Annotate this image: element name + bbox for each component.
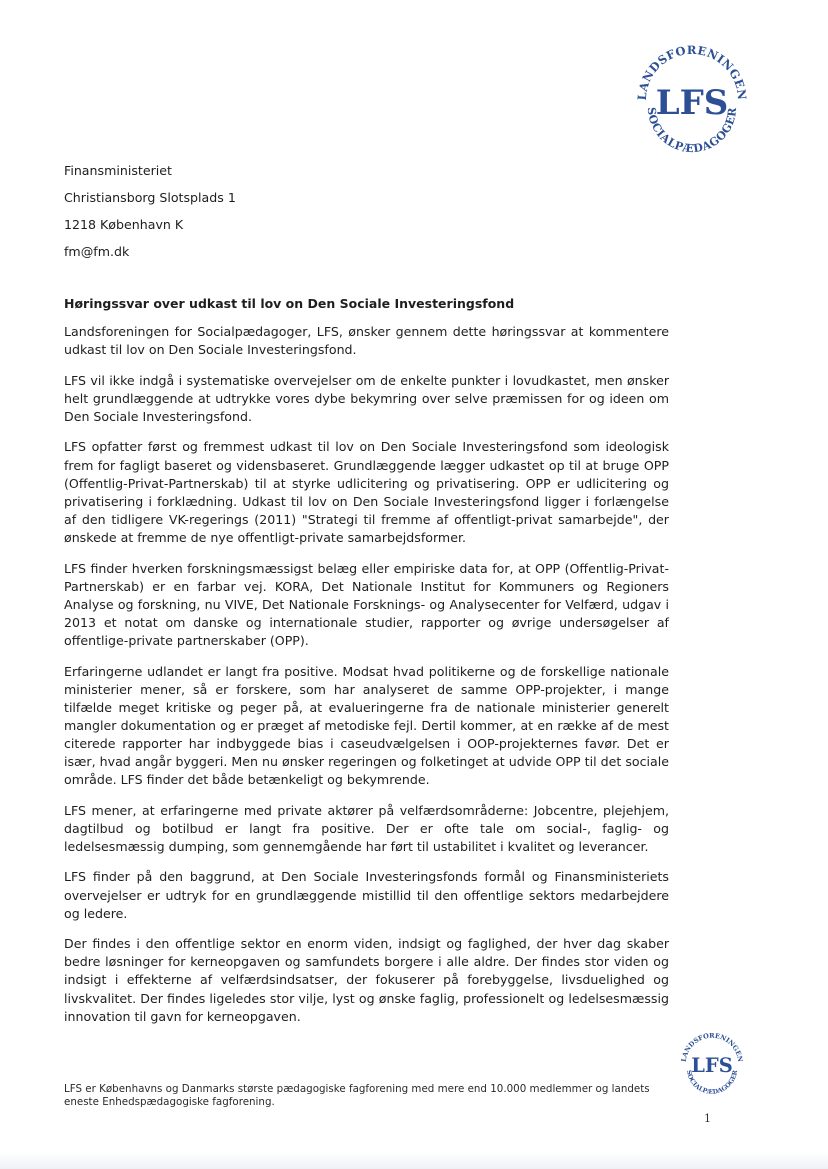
scan-edge (0, 1152, 828, 1169)
recipient-street: Christiansborg Slotsplads 1 (64, 190, 236, 205)
paragraph: LFS opfatter først og fremmest udkast til lov on Den Sociale Investeringsfond som ideologisk frem for fagligt baseret og vidensbaseret. Grundlæggende lægger udkastet op til at bruge OPP (Offentlig-Privat-Partnerskab) til at styrke udlicitering og privatisering. OPP er udlicitering og privatisering i forklædning. Udkast til lov on Den Sociale Investeringsfond ligger i forlængelse af den tidligere VK-regerings (2011) "Strategi til fremme af offentligt-privat samarbejde", der ønskede at fremme de nye offentligt-private samarbejdsformer. (64, 439, 669, 545)
paragraph: LFS vil ikke indgå i systematiske overvejelser om de enkelte punkter i lovudkastet, men ønsker helt grundlæggende at udtrykke vores dybe bekymring over selve præmissen for og ideen om Den Sociale Investeringsfond. (64, 372, 669, 424)
lfs-logo (622, 30, 762, 170)
logo-arc-top: LANDSFORENINGEN (679, 1031, 745, 1063)
recipient-email: fm@fm.dk (64, 244, 130, 259)
page-number: 1 (704, 1112, 711, 1125)
logo-arc-bottom: SOCIALPÆDAGOGER (644, 106, 740, 156)
paragraph: Der findes i den offentlige sektor en enorm viden, indsigt og faglighed, der hver dag skaber bedre løsninger for kerneopgaven og samfundets borgere i alle aldre. Der findes stor viden og indsigt i effekterne af velfærdsindsatser, der fokuserer på forebyggelse, livsduelighed og livskvalitet. Der findes ligeledes stor vilje, lyst og ønske faglig, professionelt og ledelsesmæssig innovation til gavn for kerneopgaven. (64, 936, 669, 1024)
logo-initials: LFS (691, 1054, 733, 1077)
logo-arc-bottom: SOCIALPÆDAGOGER (684, 1069, 740, 1096)
paragraph: LFS mener, at erfaringerne med private aktører på velfærdsområderne: Jobcentre, plejehjem, dagtilbud og botilbud er langt fra positive. Der er ofte tale om social-, faglig- og ledelsesmæssig dumping, som gennemgående har ført til ustabilitet i kvalitet og leverancer. (64, 802, 669, 854)
recipient-city: 1218 København K (64, 217, 184, 232)
logo-arc-top: LANDSFORENINGEN (634, 42, 750, 101)
paragraph: LFS finder hverken forskningsmæssigst belæg eller empiriske data for, at OPP (Offentlig-Privat-Partnerskab) er en farbar vej. KORA, Det Nationale Institut for Kommuners og Regioners Analyse og forskning, nu VIVE, Det Nationale Forsknings- og Analysecenter for Velfærd, udgav i 2013 et notat om danske og internationale studier, rapporter og øvrige undersøgelser af offentlige-private partnerskaber (OPP). (64, 560, 669, 648)
letter-heading: Høringssvar over udkast til lov on Den Sociale Investeringsfond (64, 296, 515, 311)
recipient-name: Finansministeriet (64, 163, 172, 178)
paragraph: Landsforeningen for Socialpædagoger, LFS, ønsker gennem dette høringssvar at kommentere udkast til lov on Den Sociale Investeringsfond. (64, 324, 669, 358)
footer-text: LFS er Københavns og Danmarks største pædagogiske fagforening med mere end 10.000 medlemmer og landets eneste Enhedspædagogiske fagforening. (64, 1083, 650, 1108)
logo-initials: LFS (655, 83, 729, 123)
paragraph: Erfaringerne udlandet er langt fra positive. Modsat hvad politikerne og de forskellige nationale ministerier mener, så er forskere, som har analyseret de samme OPP-projekter, i mange tilfælde meget kritiske og peger på, at evalueringerne fra de nationale ministerier generelt mangler dokumentation og er præget af metodiske fejl. Dertil kommer, at en række af de mest citerede rapporter har indbyggede bias i caseudvælgelsen i OOP-projekternes favør. Det er især, hvad angår byggeri. Men nu ønsker regeringen og folketinget at udvide OPP til det sociale område. LFS finder det både betænkeligt og bekymrende. (64, 663, 669, 788)
letter-body (64, 323, 669, 1038)
lfs-logo-small (672, 1024, 752, 1104)
recipient-address (64, 161, 236, 269)
paragraph: LFS finder på den baggrund, at Den Sociale Investeringsfonds formål og Finansministeriets overvejelser er udtryk for en grundlæggende mistillid til den offentlige sektors medarbejdere og ledere. (64, 869, 669, 921)
